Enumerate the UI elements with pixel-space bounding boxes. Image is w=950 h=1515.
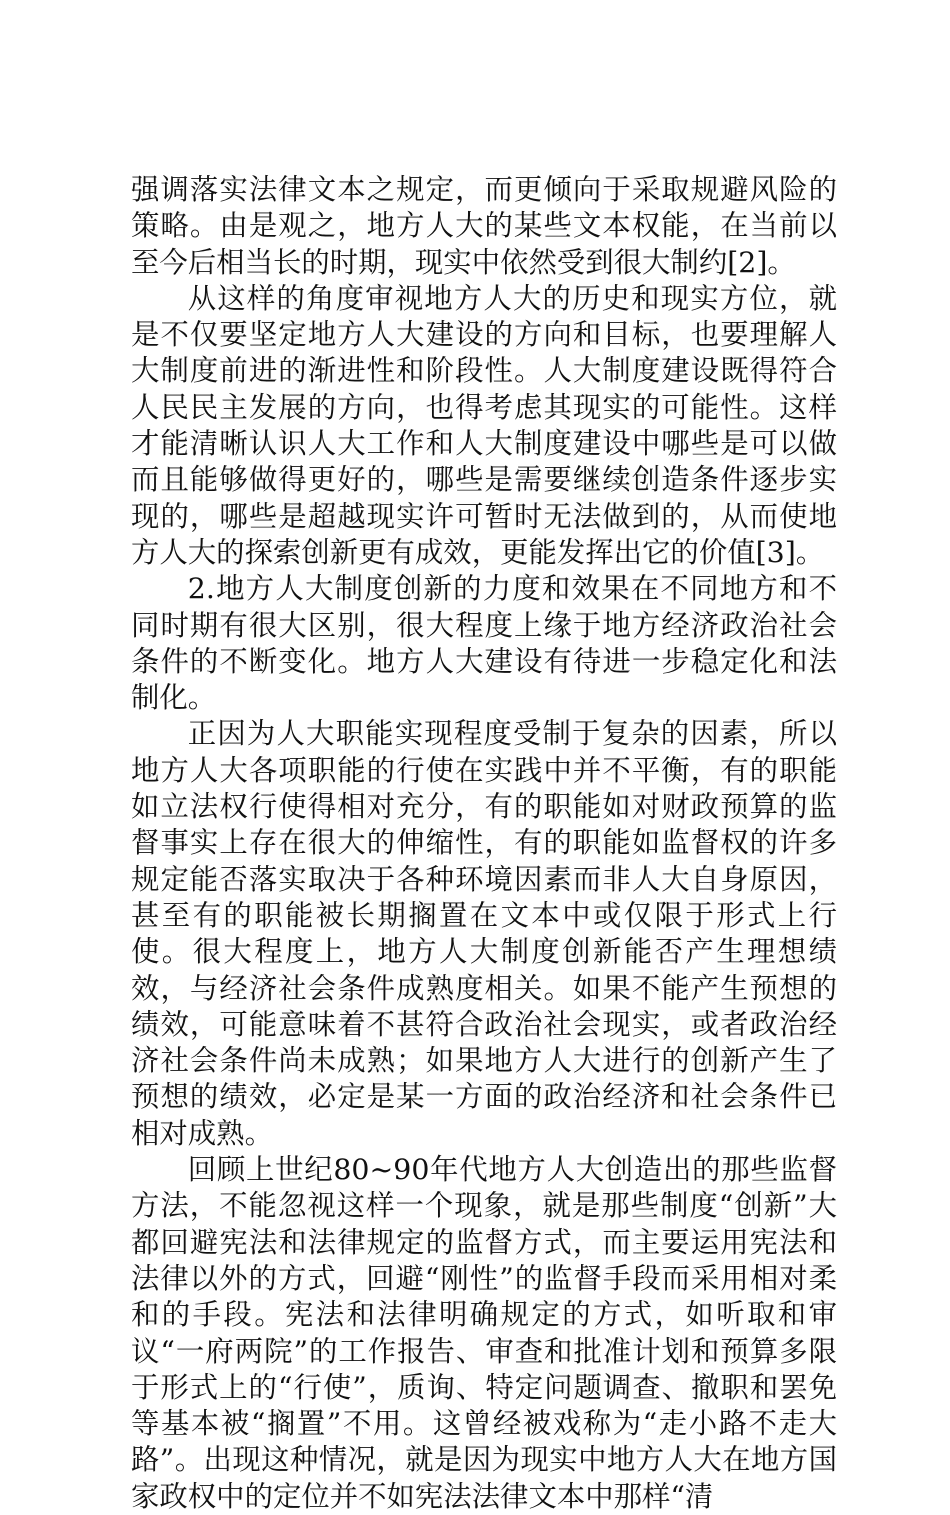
paragraph-5: 回顾上世纪80~90年代地方人大创造出的那些监督方法，不能忽视这样一个现象，就是那些制度“创新”大都回避宪法和法律规定的监督方式，而主要运用宪法和法律以外的方式，回避“刚性”的监督手段而采用相对柔和的手段。宪法和法律明确规定的方式，如听取和审议“一府两院”的工作报告、审查和批准计划和预算多限于形式上的“行使”，质询、特定问题调查、撤职和罢免等基本被“搁置”不用。这曾经被戏称为“走小路不走大路”。出现这种情况，就是因为现实中地方人大在地方国家政权中的定位并不如宪法法律文本中那样“清 xyxy=(131,1153,837,1513)
document-body xyxy=(131,172,837,1515)
paragraph-3: 2.地方人大制度创新的力度和效果在不同地方和不同时期有很大区别，很大程度上缘于地方经济政治社会条件的不断变化。地方人大建设有待进一步稳定化和法制化。 xyxy=(131,572,837,715)
paragraph-1: 强调落实法律文本之规定，而更倾向于采取规避风险的策略。由是观之，地方人大的某些文本权能，在当前以至今后相当长的时期，现实中依然受到很大制约[2]。 xyxy=(131,173,837,279)
paragraph-2: 从这样的角度审视地方人大的历史和现实方位，就是不仅要坚定地方人大建设的方向和目标，也要理解人大制度前进的渐进性和阶段性。人大制度建设既得符合人民民主发展的方向，也得考虑其现实的可能性。这样才能清晰认识人大工作和人大制度建设中哪些是可以做而且能够做得更好的，哪些是需要继续创造条件逐步实现的，哪些是超越现实许可暂时无法做到的，从而使地方人大的探索创新更有成效，更能发挥出它的价值[3]。 xyxy=(131,281,837,569)
paragraph-4: 正因为人大职能实现程度受制于复杂的因素，所以地方人大各项职能的行使在实践中并不平衡，有的职能如立法权行使得相对充分，有的职能如对财政预算的监督事实上存在很大的伸缩性，有的职能如监督权的许多规定能否落实取决于各种环境因素而非人大自身原因，甚至有的职能被长期搁置在文本中或仅限于形式上行使。很大程度上，地方人大制度创新能否产生理想绩效，与经济社会条件成熟度相关。如果不能产生预想的绩效，可能意味着不甚符合政治社会现实，或者政治经济社会条件尚未成熟；如果地方人大进行的创新产生了预想的绩效，必定是某一方面的政治经济和社会条件已相对成熟。 xyxy=(131,717,837,1150)
